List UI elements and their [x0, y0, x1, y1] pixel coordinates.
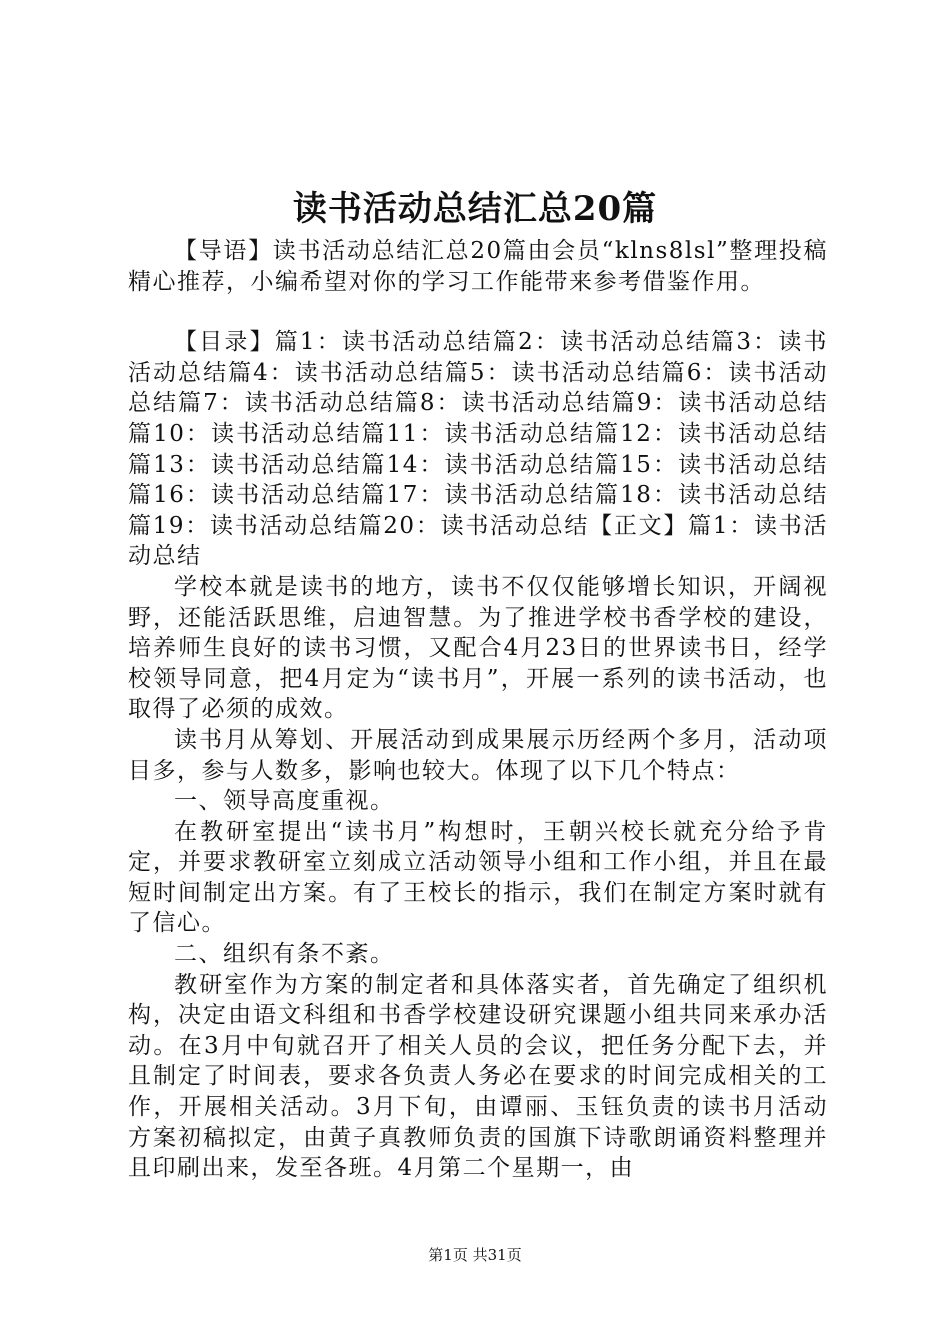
intro-paragraph: 【导语】读书活动总结汇总20篇由会员“klns8lsl”整理投稿精心推荐，小编希望对你的学习工作能带来参考借鉴作用。 [128, 238, 828, 295]
section-heading: 一、领导高度重视。 [174, 788, 395, 815]
toc-paragraph: 【目录】篇1：读书活动总结篇2：读书活动总结篇3：读书活动总结篇4：读书活动总结篇5：读书活动总结篇6：读书活动总结篇7：读书活动总结篇8：读书活动总结篇9：读书活动总结篇10：读书活动总结篇11：读书活动总结篇12：读书活动总结篇13：读书活动总结篇14：读书活动总结篇15：读书活动总结篇16：读书活动总结篇17：读书活动总结篇18：读书活动总结篇19：读书活动总结篇20：读书活动总结【正文】篇1：读书活动总结 [128, 329, 828, 570]
document-title: 读书活动总结汇总20篇 [292, 189, 658, 229]
body-paragraph: 读书月从筹划、开展活动到成果展示历经两个多月，活动项目多，参与人数多，影响也较大。体现了以下几个特点： [128, 726, 828, 784]
body-paragraph: 在教研室提出“读书月”构想时，王朝兴校长就充分给予肯定，并要求教研室立刻成立活动领导小组和工作小组，并且在最短时间制定出方案。有了王校长的指示，我们在制定方案时就有了信心。 [128, 818, 828, 937]
body-paragraph: 教研室作为方案的制定者和具体落实者，首先确定了组织机构，决定由语文科组和书香学校建设研究课题小组共同来承办活动。在3月中旬就召开了相关人员的会议，把任务分配下去，并且制定了时间表，要求各负责人务必在要求的时间完成相关的工作，开展相关活动。3月下旬，由谭丽、玉钰负责的读书月活动方案初稿拟定，由黄子真教师负责的国旗下诗歌朗诵资料整理并且印刷出来，发至各班。4月第二个星期一，由 [128, 971, 828, 1182]
body-paragraph: 学校本就是读书的地方，读书不仅仅能够增长知识，开阔视野，还能活跃思维，启迪智慧。为了推进学校书香学校的建设，培养师生良好的读书习惯，又配合4月23日的世界读书日，经学校领导同意，把4月定为“读书月”，开展一系列的读书活动，也取得了必须的成效。 [128, 573, 828, 723]
page-number: 第1页 共31页 [428, 1246, 522, 1264]
section-heading: 二、组织有条不紊。 [174, 941, 395, 968]
document-body [128, 236, 828, 1184]
